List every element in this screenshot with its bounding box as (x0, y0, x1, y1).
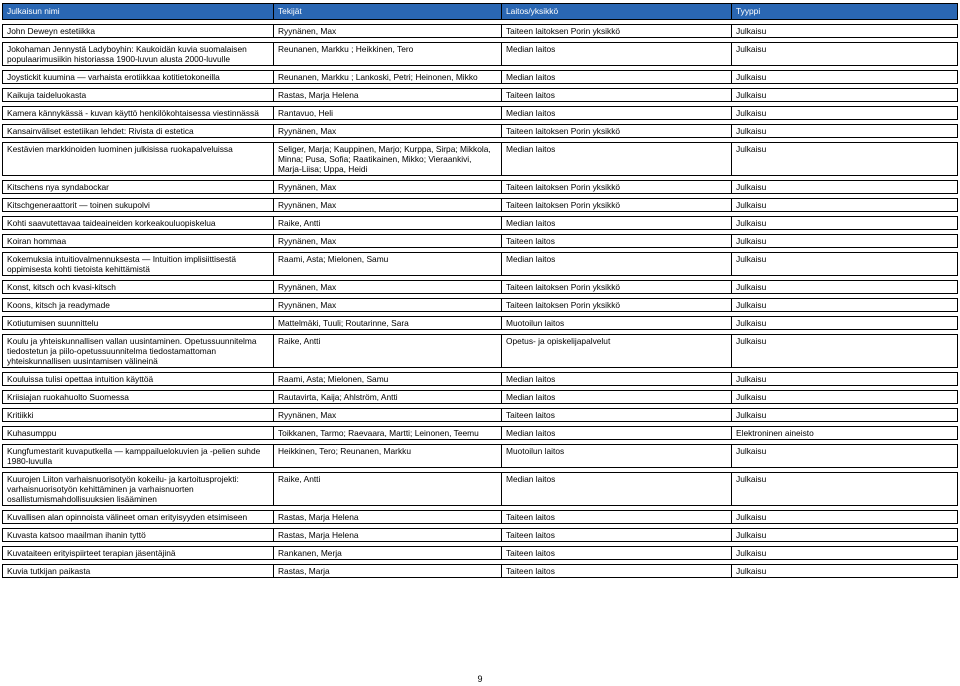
cell-authors: Ryynänen, Max (274, 299, 502, 312)
cell-type: Julkaisu (732, 391, 958, 404)
table-row (3, 529, 958, 542)
cell-unit: Muotoilun laitos (502, 445, 732, 468)
table-row (3, 373, 958, 386)
cell-type: Julkaisu (732, 89, 958, 102)
table-row (3, 253, 958, 276)
cell-unit: Taiteen laitos (502, 409, 732, 422)
table-row (3, 391, 958, 404)
cell-publication-name: Kritiikki (3, 409, 274, 422)
table-row (3, 43, 958, 66)
cell-publication-name: Kaikuja taideluokasta (3, 89, 274, 102)
table-row (3, 89, 958, 102)
cell-type: Julkaisu (732, 565, 958, 578)
cell-type: Julkaisu (732, 473, 958, 506)
cell-publication-name: Konst, kitsch och kvasi-kitsch (3, 281, 274, 294)
table-row (3, 335, 958, 368)
cell-authors: Raami, Asta; Mielonen, Samu (274, 373, 502, 386)
cell-publication-name: Kuhasumppu (3, 427, 274, 440)
cell-unit: Median laitos (502, 391, 732, 404)
cell-authors: Ryynänen, Max (274, 125, 502, 138)
cell-authors: Seliger, Marja; Kauppinen, Marjo; Kurppa, Sirpa; Mikkola, Minna; Pusa, Sofia; Raatikainen, Mikko; Vieraankivi, Marja-Liisa; Uppa, Heidi (274, 143, 502, 176)
cell-authors: Ryynänen, Max (274, 409, 502, 422)
cell-type: Julkaisu (732, 317, 958, 330)
cell-type: Julkaisu (732, 43, 958, 66)
cell-authors: Ryynänen, Max (274, 281, 502, 294)
cell-type: Julkaisu (732, 547, 958, 560)
cell-publication-name: Kohti saavutettavaa taideaineiden korkeakouluopiskelua (3, 217, 274, 230)
cell-unit: Median laitos (502, 427, 732, 440)
table-header-row (3, 4, 958, 20)
cell-publication-name: Kuvataiteen erityispiirteet terapian jäsentäjinä (3, 547, 274, 560)
cell-type: Julkaisu (732, 181, 958, 194)
cell-publication-name: Kitschgeneraattorit — toinen sukupolvi (3, 199, 274, 212)
cell-authors: Reunanen, Markku ; Heikkinen, Tero (274, 43, 502, 66)
cell-unit: Median laitos (502, 143, 732, 176)
cell-publication-name: Koiran hommaa (3, 235, 274, 248)
cell-unit: Taiteen laitoksen Porin yksikkö (502, 199, 732, 212)
cell-type: Julkaisu (732, 25, 958, 38)
cell-unit: Taiteen laitoksen Porin yksikkö (502, 25, 732, 38)
cell-unit: Median laitos (502, 71, 732, 84)
cell-type: Julkaisu (732, 445, 958, 468)
table-row (3, 181, 958, 194)
cell-publication-name: Kuvallisen alan opinnoista välineet oman erityisyyden etsimiseen (3, 511, 274, 524)
cell-unit: Median laitos (502, 473, 732, 506)
cell-authors: Ryynänen, Max (274, 25, 502, 38)
cell-authors: Raike, Antti (274, 335, 502, 368)
table-row (3, 217, 958, 230)
table-row (3, 199, 958, 212)
cell-authors: Rastas, Marja Helena (274, 511, 502, 524)
cell-type: Julkaisu (732, 217, 958, 230)
cell-unit: Taiteen laitos (502, 529, 732, 542)
cell-publication-name: Joystickit kuumina — varhaista erotiikkaa kotitietokoneilla (3, 71, 274, 84)
cell-publication-name: Kokemuksia intuitiovalmennuksesta — Intuition implisiittisestä oppimisesta kohti tietoista kehittämistä (3, 253, 274, 276)
cell-type: Julkaisu (732, 299, 958, 312)
cell-unit: Median laitos (502, 107, 732, 120)
cell-unit: Median laitos (502, 217, 732, 230)
cell-authors: Rantavuo, Heli (274, 107, 502, 120)
table-row (3, 125, 958, 138)
cell-authors: Ryynänen, Max (274, 181, 502, 194)
cell-authors: Reunanen, Markku ; Lankoski, Petri; Heinonen, Mikko (274, 71, 502, 84)
cell-type: Julkaisu (732, 335, 958, 368)
table-body (3, 20, 958, 578)
cell-unit: Median laitos (502, 43, 732, 66)
cell-publication-name: Kriisiajan ruokahuolto Suomessa (3, 391, 274, 404)
cell-publication-name: Koons, kitsch ja readymade (3, 299, 274, 312)
table-row (3, 235, 958, 248)
cell-type: Julkaisu (732, 71, 958, 84)
table-row (3, 445, 958, 468)
cell-unit: Median laitos (502, 373, 732, 386)
table-row (3, 511, 958, 524)
cell-publication-name: Kamera kännykässä - kuvan käyttö henkilökohtaisessa viestinnässä (3, 107, 274, 120)
cell-authors: Rastas, Marja Helena (274, 89, 502, 102)
cell-type: Julkaisu (732, 235, 958, 248)
publications-table-container (2, 3, 957, 578)
cell-authors: Raami, Asta; Mielonen, Samu (274, 253, 502, 276)
cell-publication-name: Kungfumestarit kuvaputkella — kamppailuelokuvien ja -pelien suhde 1980-luvulla (3, 445, 274, 468)
cell-publication-name: Kuurojen Liiton varhaisnuorisotyön kokeilu- ja kartoitusprojekti: varhaisnuorisotyön kehittäminen ja varhaisnuorten osallistumismahdollisuuksien lisääminen (3, 473, 274, 506)
cell-publication-name: John Deweyn estetiikka (3, 25, 274, 38)
cell-publication-name: Kitschens nya syndabockar (3, 181, 274, 194)
cell-authors: Rankanen, Merja (274, 547, 502, 560)
cell-authors: Heikkinen, Tero; Reunanen, Markku (274, 445, 502, 468)
cell-authors: Rastas, Marja (274, 565, 502, 578)
cell-type: Julkaisu (732, 199, 958, 212)
cell-publication-name: Kestävien markkinoiden luominen julkisissa ruokapalveluissa (3, 143, 274, 176)
table-row (3, 547, 958, 560)
cell-type: Julkaisu (732, 529, 958, 542)
cell-type: Julkaisu (732, 373, 958, 386)
table-row (3, 281, 958, 294)
cell-unit: Taiteen laitoksen Porin yksikkö (502, 181, 732, 194)
cell-type: Julkaisu (732, 409, 958, 422)
header-authors: Tekijät (274, 4, 502, 20)
cell-unit: Taiteen laitos (502, 547, 732, 560)
cell-unit: Taiteen laitos (502, 565, 732, 578)
cell-authors: Mattelmäki, Tuuli; Routarinne, Sara (274, 317, 502, 330)
table-row (3, 473, 958, 506)
header-publication-name: Julkaisun nimi (3, 4, 274, 20)
table-row (3, 143, 958, 176)
table-row (3, 299, 958, 312)
cell-unit: Taiteen laitoksen Porin yksikkö (502, 299, 732, 312)
table-row (3, 107, 958, 120)
cell-authors: Ryynänen, Max (274, 235, 502, 248)
cell-publication-name: Kuvia tutkijan paikasta (3, 565, 274, 578)
table-row (3, 317, 958, 330)
cell-authors: Toikkanen, Tarmo; Raevaara, Martti; Leinonen, Teemu (274, 427, 502, 440)
table-row (3, 409, 958, 422)
table-row (3, 71, 958, 84)
cell-authors: Raike, Antti (274, 473, 502, 506)
publications-table (2, 3, 958, 578)
cell-authors: Rastas, Marja Helena (274, 529, 502, 542)
table-row (3, 565, 958, 578)
cell-unit: Taiteen laitoksen Porin yksikkö (502, 281, 732, 294)
cell-publication-name: Kuvasta katsoo maailman ihanin tyttö (3, 529, 274, 542)
cell-unit: Taiteen laitos (502, 511, 732, 524)
cell-type: Julkaisu (732, 511, 958, 524)
cell-type: Julkaisu (732, 143, 958, 176)
header-unit: Laitos/yksikkö (502, 4, 732, 20)
cell-type: Julkaisu (732, 281, 958, 294)
cell-unit: Taiteen laitos (502, 235, 732, 248)
cell-publication-name: Kotiutumisen suunnittelu (3, 317, 274, 330)
cell-unit: Taiteen laitos (502, 89, 732, 102)
cell-type: Julkaisu (732, 107, 958, 120)
cell-type: Elektroninen aineisto (732, 427, 958, 440)
cell-unit: Muotoilun laitos (502, 317, 732, 330)
cell-unit: Taiteen laitoksen Porin yksikkö (502, 125, 732, 138)
page-number: 9 (477, 674, 483, 684)
cell-unit: Median laitos (502, 253, 732, 276)
cell-authors: Raike, Antti (274, 217, 502, 230)
cell-publication-name: Koulu ja yhteiskunnallisen vallan uusintaminen. Opetussuunnitelma tiedostetun ja piilo-opetussuunnitelma tiedostamattoman yhteiskunnallisen uusintamisen välineinä (3, 335, 274, 368)
cell-unit: Opetus- ja opiskelijapalvelut (502, 335, 732, 368)
cell-authors: Ryynänen, Max (274, 199, 502, 212)
cell-publication-name: Kansainväliset estetiikan lehdet: Rivista di estetica (3, 125, 274, 138)
cell-type: Julkaisu (732, 253, 958, 276)
cell-type: Julkaisu (732, 125, 958, 138)
table-row (3, 25, 958, 38)
cell-authors: Rautavirta, Kaija; Ahlström, Antti (274, 391, 502, 404)
cell-publication-name: Jokohaman Jennystä Ladyboyhin: Kaukoidän kuvia suomalaisen populaarimusiikin historiassa 1900-luvun alusta 2000-luvulle (3, 43, 274, 66)
table-row (3, 427, 958, 440)
header-type: Tyyppi (732, 4, 958, 20)
cell-publication-name: Kouluissa tulisi opettaa intuition käyttöä (3, 373, 274, 386)
